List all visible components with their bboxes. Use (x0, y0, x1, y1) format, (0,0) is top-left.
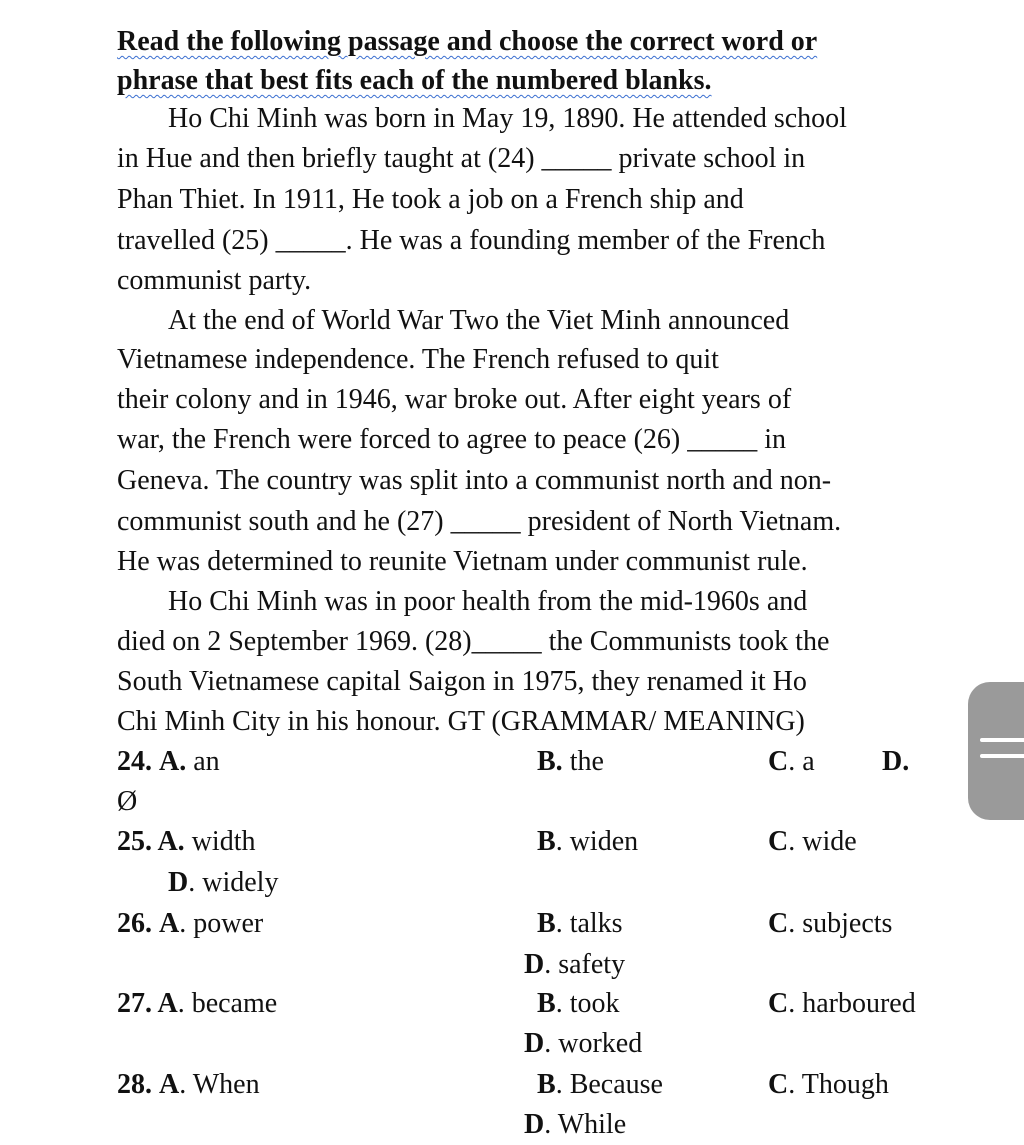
passage-line: communist south and he (27) _____ president of North Vietnam. (117, 506, 842, 537)
question-26-option-c: C. subjects (768, 908, 893, 939)
question-24-option-b: B. the (537, 746, 604, 777)
question-24-option-d-key: D. (882, 746, 910, 777)
instruction-line-1: Read the following passage and choose the correct word or (117, 26, 818, 57)
question-26-option-b: B. talks (537, 908, 623, 939)
passage-line: Vietnamese independence. The French refused to quit (117, 344, 719, 375)
passage-line: their colony and in 1946, war broke out. After eight years of (117, 384, 792, 415)
question-25-option-a: 25. A. width (117, 826, 256, 857)
passage-line: in Hue and then briefly taught at (24) _____ private school in (117, 143, 806, 174)
question-26-option-d: D. safety (524, 949, 626, 980)
passage-line: communist party. (117, 265, 312, 296)
question-28-option-b: B. Because (537, 1069, 663, 1100)
passage-line: travelled (25) _____. He was a founding member of the French (117, 225, 826, 256)
question-27-option-b: B. took (537, 988, 620, 1019)
question-25-option-c: C. wide (768, 826, 857, 857)
side-drawer-handle[interactable] (968, 682, 1024, 820)
question-27-option-a: 27. A. became (117, 988, 278, 1019)
question-25-option-d: D. widely (168, 867, 279, 898)
passage-line: Ho Chi Minh was born in May 19, 1890. He attended school (168, 103, 847, 134)
passage-line: Geneva. The country was split into a communist north and non- (117, 465, 832, 496)
passage-line: war, the French were forced to agree to peace (26) _____ in (117, 424, 787, 455)
passage-line: died on 2 September 1969. (28)_____ the Communists took the (117, 626, 830, 657)
passage-line: Chi Minh City in his honour. GT (GRAMMAR/ MEANING) (117, 706, 805, 737)
question-28-option-a: 28. A. When (117, 1069, 260, 1100)
passage-line: Phan Thiet. In 1911, He took a job on a French ship and (117, 184, 744, 215)
passage-line: At the end of World War Two the Viet Minh announced (168, 305, 790, 336)
question-24-option-a: 24. A. an (117, 746, 220, 777)
question-27-option-c: C. harboured (768, 988, 916, 1019)
question-28-option-c: C. Though (768, 1069, 889, 1100)
passage-line: Ho Chi Minh was in poor health from the mid-1960s and (168, 586, 808, 617)
instruction-line-2: phrase that best fits each of the numbered blanks. (117, 65, 712, 96)
question-24-option-d: Ø (117, 786, 138, 817)
passage-line: He was determined to reunite Vietnam under communist rule. (117, 546, 808, 577)
passage-line: South Vietnamese capital Saigon in 1975, they renamed it Ho (117, 666, 807, 697)
question-24-option-c: C. a (768, 746, 815, 777)
question-26-option-a: 26. A. power (117, 908, 264, 939)
question-25-option-b: B. widen (537, 826, 639, 857)
question-28-option-d: D. While (524, 1109, 627, 1140)
question-27-option-d: D. worked (524, 1028, 643, 1059)
